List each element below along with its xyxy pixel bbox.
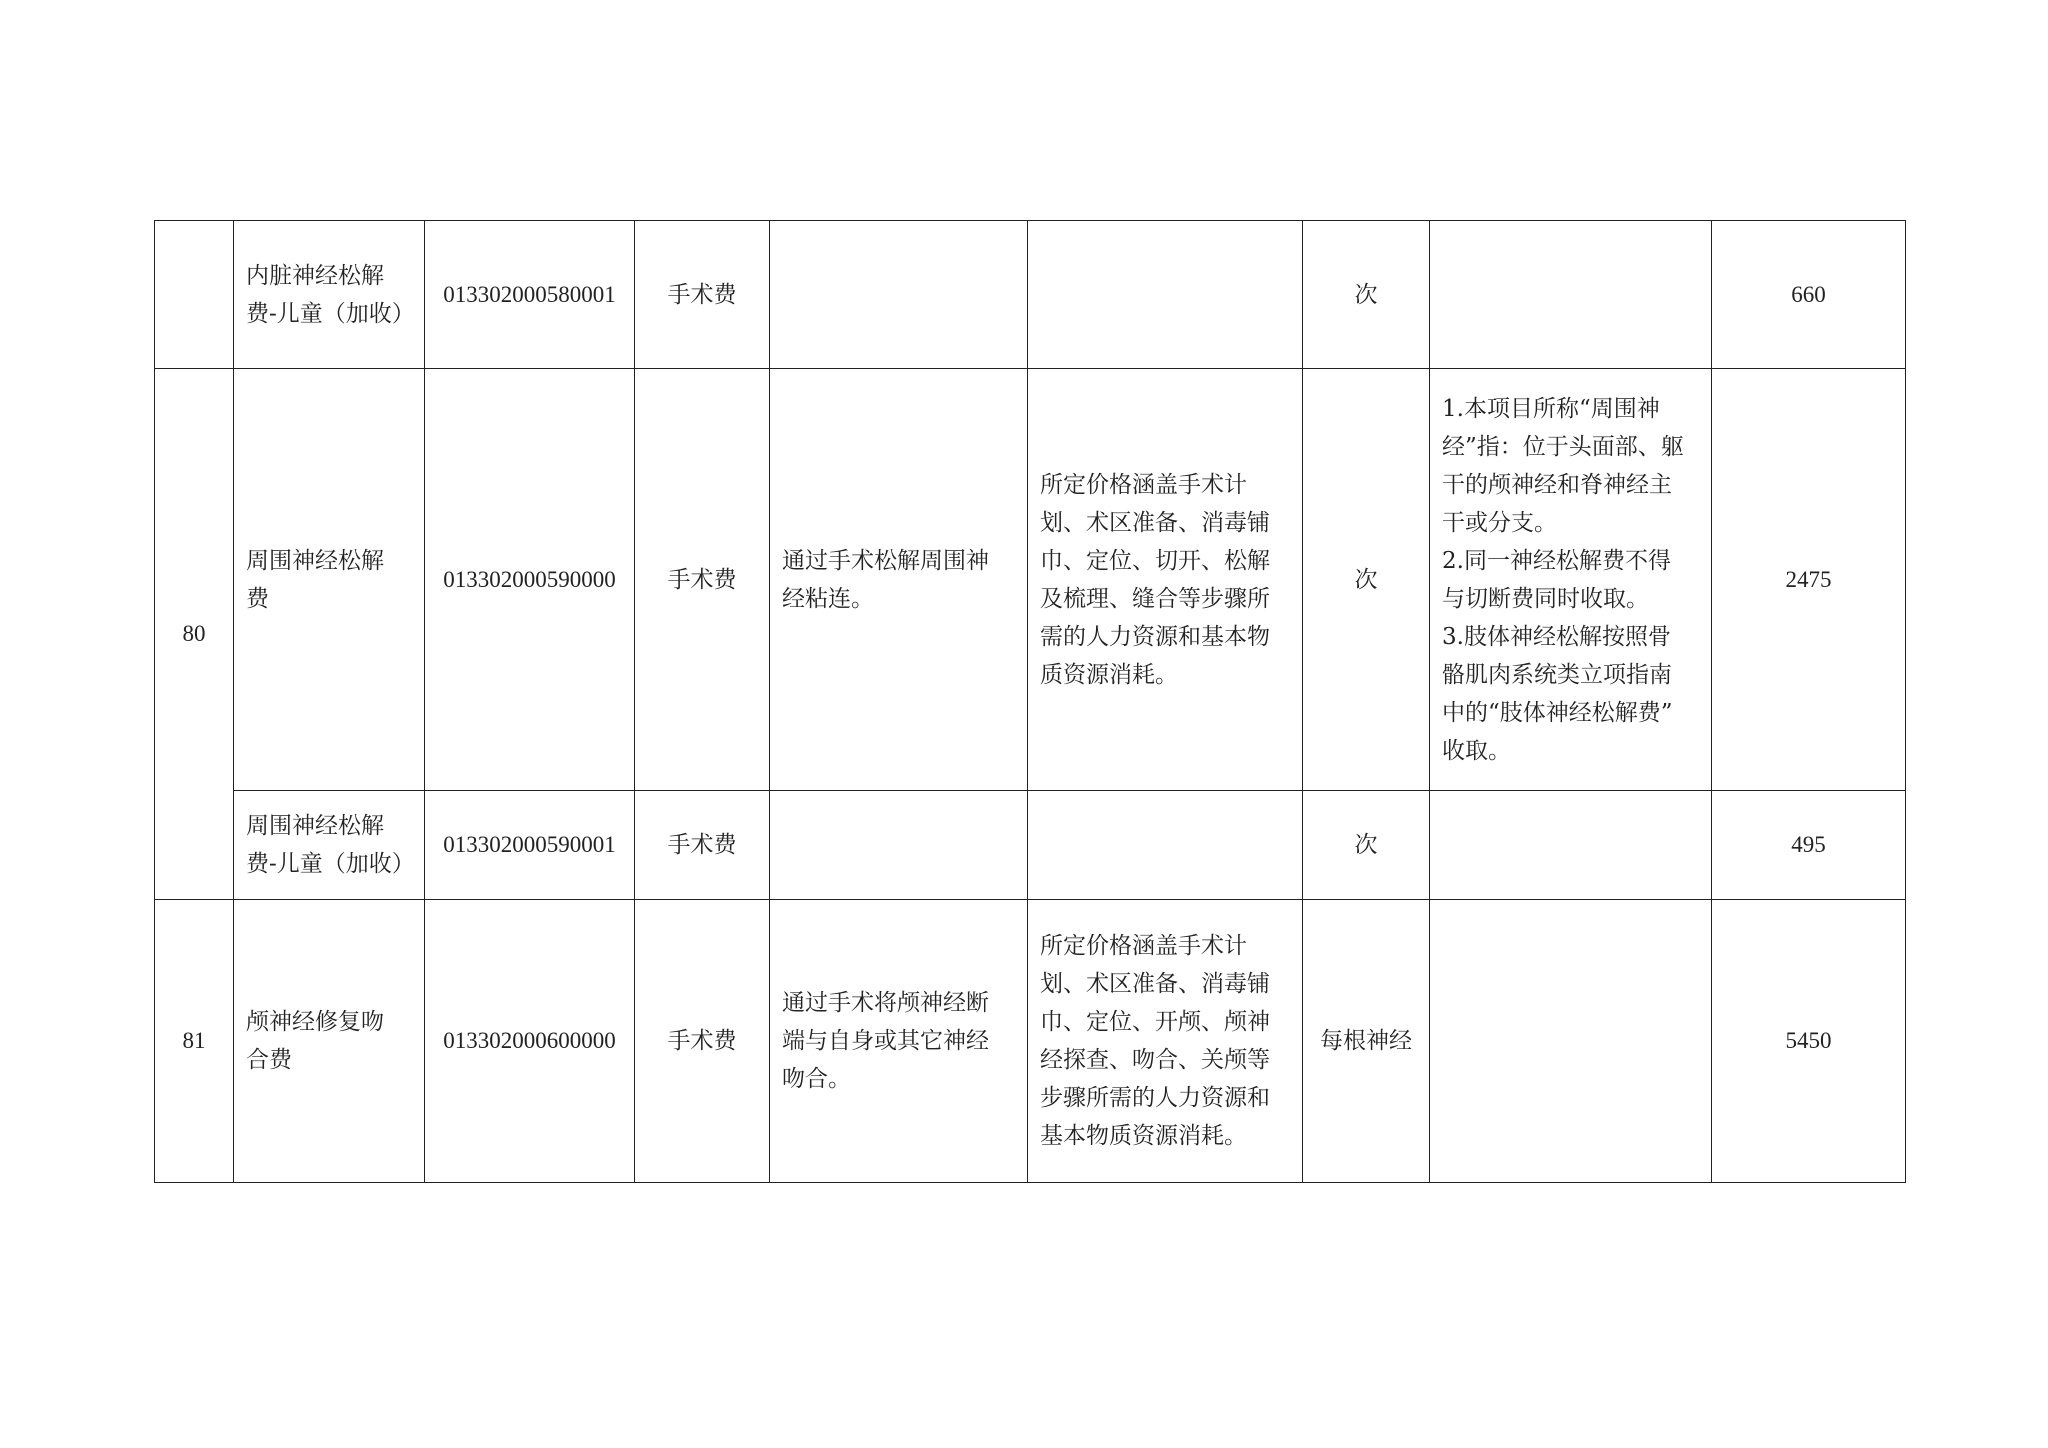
item-code-cell: 013302000590001: [425, 791, 635, 900]
item-code-cell: 013302000600000: [425, 900, 635, 1183]
price-cell: 5450: [1712, 900, 1906, 1183]
unit-cell: 每根神经: [1303, 900, 1430, 1183]
item-code-cell: 013302000590000: [425, 369, 635, 791]
seq-cell-empty: [155, 221, 234, 369]
fee-category-cell: 手术费: [635, 900, 770, 1183]
seq-cell: 81: [155, 900, 234, 1183]
note-cell: 1.本项目所称“周围神 经”指：位于头面部、躯 干的颅神经和脊神经主 干或分支。 2.同一神经松解费不得 与切断费同时收取。 3.肢体神经松解按照骨 骼肌肉系统类立项指南 中的“肢体神经松解费” 收取。: [1430, 369, 1712, 791]
fee-table: [154, 220, 1906, 1183]
unit-cell: 次: [1303, 791, 1430, 900]
note-cell: [1430, 900, 1712, 1183]
item-name-cell: 周围神经松解 费-儿童（加收）: [234, 791, 425, 900]
fee-category-cell: 手术费: [635, 791, 770, 900]
price-cell: 660: [1712, 221, 1906, 369]
price-cell: 2475: [1712, 369, 1906, 791]
item-code-cell: 013302000580001: [425, 221, 635, 369]
price-scope-cell: [1028, 221, 1303, 369]
item-name-cell: 周围神经松解 费: [234, 369, 425, 791]
service-content-cell: 通过手术松解周围神 经粘连。: [770, 369, 1028, 791]
table-row: [155, 221, 1906, 369]
service-content-cell: [770, 791, 1028, 900]
seq-cell: 80: [155, 369, 234, 900]
item-name-cell: 颅神经修复吻 合费: [234, 900, 425, 1183]
note-cell: [1430, 791, 1712, 900]
unit-cell: 次: [1303, 221, 1430, 369]
table-row: [155, 369, 1906, 791]
item-name-cell: 内脏神经松解 费-儿童（加收）: [234, 221, 425, 369]
table-row: [155, 791, 1906, 900]
price-scope-cell: 所定价格涵盖手术计 划、术区准备、消毒铺 巾、定位、切开、松解 及梳理、缝合等步骤所 需的人力资源和基本物 质资源消耗。: [1028, 369, 1303, 791]
unit-cell: 次: [1303, 369, 1430, 791]
table-row: [155, 900, 1906, 1183]
price-scope-cell: 所定价格涵盖手术计 划、术区准备、消毒铺 巾、定位、开颅、颅神 经探查、吻合、关颅等 步骤所需的人力资源和 基本物质资源消耗。: [1028, 900, 1303, 1183]
service-content-cell: 通过手术将颅神经断 端与自身或其它神经 吻合。: [770, 900, 1028, 1183]
note-cell: [1430, 221, 1712, 369]
fee-category-cell: 手术费: [635, 221, 770, 369]
fee-category-cell: 手术费: [635, 369, 770, 791]
service-content-cell: [770, 221, 1028, 369]
price-scope-cell: [1028, 791, 1303, 900]
price-cell: 495: [1712, 791, 1906, 900]
